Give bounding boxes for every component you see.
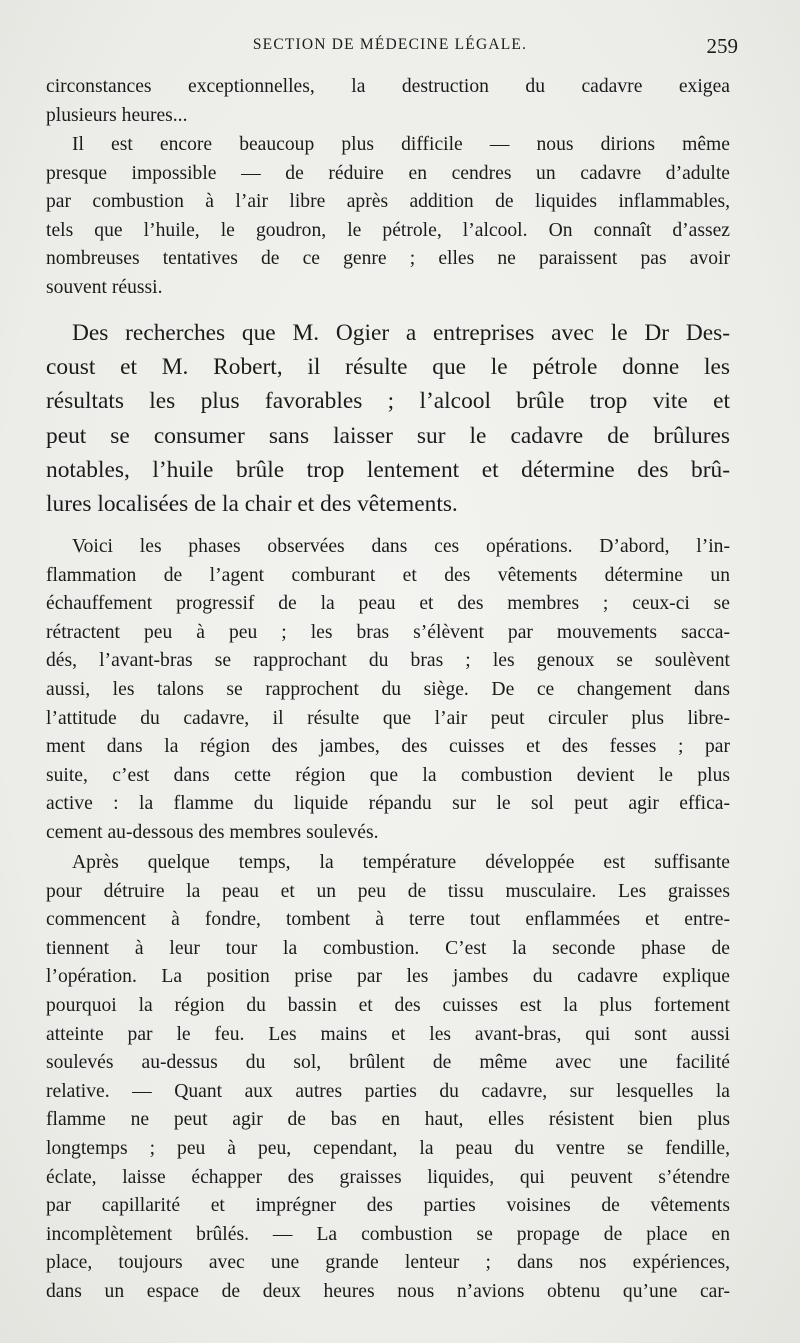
text-line: suite, c’est dans cette région que la combustion devient le plus <box>46 764 730 786</box>
text-line: l’attitude du cadavre, il résulte que l’air peut circuler plus libre- <box>46 707 730 729</box>
text-line: rétractent peu à peu ; les bras s’élèvent par mouvements sacca- <box>46 621 730 643</box>
text-line: par capillarité et imprégner des parties voisines de vêtements <box>46 1195 730 1217</box>
text-line: coust et M. Robert, il résulte que le pétrole donne les <box>46 354 730 381</box>
page-number: 259 <box>706 34 738 58</box>
text-line: incomplètement brûlés. — La combustion se propage de place en <box>46 1223 730 1245</box>
text-line: dés, l’avant-bras se rapprochant du bras ; les genoux se soulèvent <box>46 650 730 672</box>
text-line: pour détruire la peau et un peu de tissu musculaire. Les graisses <box>46 880 730 902</box>
text-line: aussi, les talons se rapprochent du siège. De ce changement dans <box>46 678 730 700</box>
text-line: Il est encore beaucoup plus difficile — nous dirions même <box>72 134 730 155</box>
text-line: échauffement progressif de la peau et des membres ; ceux-ci se <box>46 593 730 615</box>
text-line: place, toujours avec une grande lenteur ; dans nos expériences, <box>46 1252 730 1274</box>
text-line: relative. — Quant aux autres parties du cadavre, sur lesquelles la <box>46 1080 730 1102</box>
text-line: résultats les plus favorables ; l’alcool brûle trop vite et <box>46 388 730 415</box>
text-line: pourquoi la région du bassin et des cuisses est la plus fortement <box>46 994 730 1016</box>
text-line: flammation de l’agent comburant et des vêtements détermine un <box>46 564 730 586</box>
text-line: presque impossible — de réduire en cendres un cadavre d’adulte <box>46 162 730 184</box>
text-line: active : la flamme du liquide répandu sur le sol peut agir effica- <box>46 793 730 815</box>
page-header <box>46 34 738 58</box>
text-line: tels que l’huile, le goudron, le pétrole, l’alcool. On connaît d’assez <box>46 219 730 241</box>
text-line: plusieurs heures... <box>46 104 188 126</box>
paragraph-combustion <box>46 131 730 303</box>
paragraph-phases <box>46 533 730 848</box>
text-line: Voici les phases observées dans ces opérations. D’abord, l’in- <box>72 536 730 557</box>
text-line: flamme ne peut agir de bas en haut, elles résistent bien plus <box>46 1109 730 1131</box>
text-line: atteinte par le feu. Les mains et les avant-bras, qui sont aussi <box>46 1023 730 1045</box>
text-line: notables, l’huile brûle trop lentement et détermine des brû- <box>46 456 730 483</box>
text-line: éclate, laisse échapper des graisses liquides, qui peuvent s’étendre <box>46 1166 730 1188</box>
text-line: tiennent à leur tour la combustion. C’est la seconde phase de <box>46 937 730 959</box>
text-line: par combustion à l’air libre après addition de liquides inflammables, <box>46 191 730 213</box>
text-line: commencent à fondre, tombent à terre tout enflammées et entre- <box>46 909 730 931</box>
text-line: l’opération. La position prise par les jambes du cadavre explique <box>46 966 730 988</box>
text-line: lures localisées de la chair et des vêtements. <box>46 491 458 518</box>
text-line: soulevés au-dessus du sol, brûlent de même avec une facilité <box>46 1052 730 1074</box>
text-line: ment dans la région des jambes, des cuisses et des fesses ; par <box>46 736 730 758</box>
text-line: cement au-dessous des membres soulevés. <box>46 821 379 843</box>
text-line: nombreuses tentatives de ce genre ; elles ne paraissent pas avoir <box>46 248 730 270</box>
text-line: Après quelque temps, la température développée est suffisante <box>72 852 730 873</box>
text-line: Des recherches que M. Ogier a entreprises avec le Dr Des- <box>72 320 730 346</box>
text-line: longtemps ; peu à peu, cependant, la peau du ventre se fendille, <box>46 1137 730 1159</box>
paragraph-seconde-phase <box>46 849 730 1307</box>
paragraph-recherches <box>46 316 730 521</box>
text-line: souvent réussi. <box>46 276 163 298</box>
text-line: peut se consumer sans laisser sur le cadavre de brûlures <box>46 422 730 449</box>
text-line: circonstances exceptionnelles, la destruction du cadavre exigea <box>46 76 730 97</box>
paragraph-continuation <box>46 73 730 130</box>
text-line: dans un espace de deux heures nous n’avions obtenu qu’une car- <box>46 1280 730 1302</box>
running-title: SECTION DE MÉDECINE LÉGALE. <box>252 36 528 53</box>
